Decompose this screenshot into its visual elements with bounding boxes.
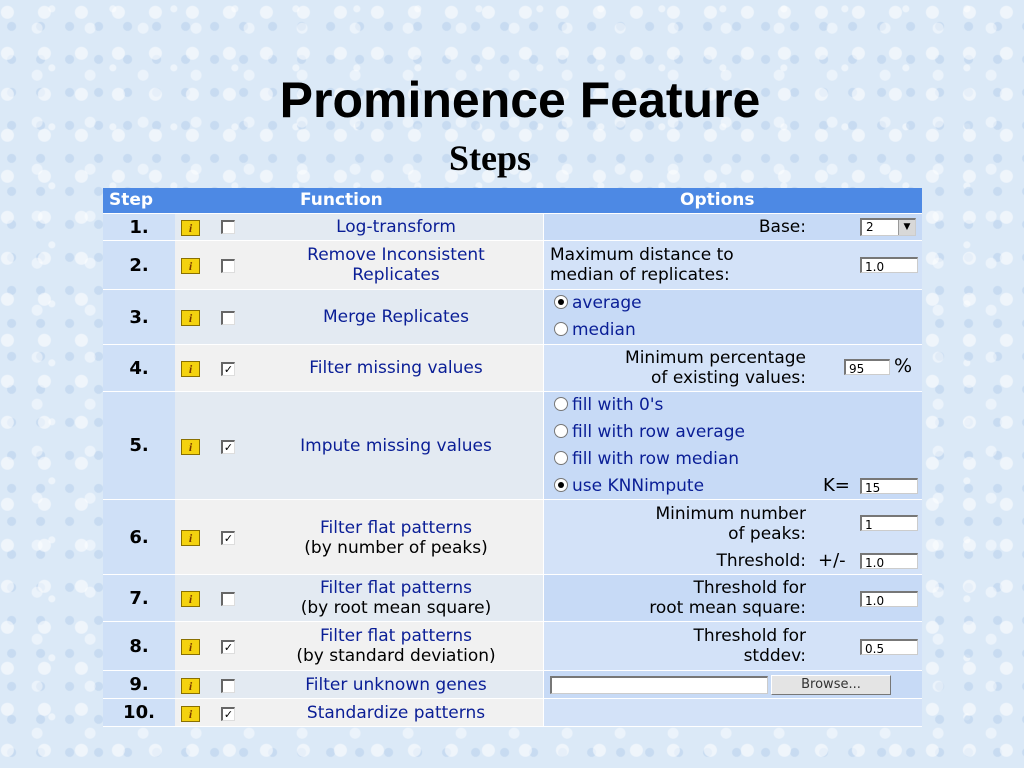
options-cell bbox=[544, 671, 922, 698]
function-name[interactable]: Remove Inconsistent Replicates bbox=[307, 245, 485, 285]
function-cell bbox=[175, 345, 543, 391]
chevron-down-icon[interactable]: ▼ bbox=[898, 220, 915, 235]
radio-selected-icon[interactable] bbox=[554, 295, 568, 309]
table-row bbox=[103, 500, 922, 574]
function-name[interactable]: Merge Replicates bbox=[323, 307, 469, 327]
table-row bbox=[103, 622, 922, 670]
radio-icon[interactable] bbox=[554, 424, 568, 438]
table-row bbox=[103, 241, 922, 289]
browse-button[interactable]: Browse... bbox=[771, 675, 891, 695]
options-cell bbox=[544, 575, 922, 621]
function-name[interactable]: Filter missing values bbox=[309, 358, 483, 378]
step-number: 7. bbox=[103, 575, 175, 621]
step-checkbox[interactable] bbox=[221, 592, 235, 606]
step-checkbox[interactable]: ✓ bbox=[221, 362, 235, 376]
step-number: 10. bbox=[103, 699, 175, 726]
step-number: 6. bbox=[103, 500, 175, 574]
table-row bbox=[103, 345, 922, 391]
function-cell bbox=[175, 575, 543, 621]
table-header bbox=[103, 188, 922, 213]
options-cell bbox=[544, 699, 922, 726]
threshold-input[interactable]: 1.0 bbox=[860, 553, 918, 569]
radio-fill-zeros[interactable]: fill with 0's bbox=[554, 395, 663, 415]
info-icon[interactable]: i bbox=[181, 310, 200, 326]
info-icon[interactable]: i bbox=[181, 361, 200, 377]
table-row bbox=[103, 214, 922, 240]
option-label: Threshold for root mean square: bbox=[649, 578, 806, 618]
option-label: Threshold for stddev: bbox=[693, 626, 806, 666]
function-cell bbox=[175, 241, 543, 289]
options-cell bbox=[544, 214, 922, 240]
info-icon[interactable]: i bbox=[181, 639, 200, 655]
k-input[interactable]: 15 bbox=[860, 478, 918, 494]
step-number: 2. bbox=[103, 241, 175, 289]
base-select[interactable]: 2 ▼ bbox=[860, 218, 916, 236]
options-cell bbox=[544, 241, 922, 289]
table-row bbox=[103, 699, 922, 726]
info-icon[interactable]: i bbox=[181, 439, 200, 455]
info-icon[interactable]: i bbox=[181, 678, 200, 694]
function-name[interactable]: Filter flat patterns (by standard deviation) bbox=[296, 626, 496, 666]
base-label: Base: bbox=[758, 217, 806, 237]
info-icon[interactable]: i bbox=[181, 706, 200, 722]
function-cell bbox=[175, 392, 543, 499]
function-name[interactable]: Log-transform bbox=[336, 217, 456, 237]
radio-icon[interactable] bbox=[554, 322, 568, 336]
steps-table bbox=[103, 188, 922, 727]
step-checkbox[interactable]: ✓ bbox=[221, 440, 235, 454]
step-checkbox[interactable] bbox=[221, 311, 235, 325]
k-label: K= bbox=[823, 475, 850, 496]
radio-icon[interactable] bbox=[554, 451, 568, 465]
option-label: Minimum percentage of existing values: bbox=[625, 348, 806, 388]
options-cell bbox=[544, 345, 922, 391]
function-name[interactable]: Standardize patterns bbox=[306, 703, 486, 723]
page-subtitle: Steps bbox=[448, 138, 532, 178]
function-cell bbox=[175, 671, 543, 698]
info-icon[interactable]: i bbox=[181, 530, 200, 546]
peaks-input[interactable]: 1 bbox=[860, 515, 918, 531]
table-row bbox=[103, 575, 922, 621]
info-icon[interactable]: i bbox=[181, 258, 200, 274]
step-checkbox[interactable] bbox=[221, 259, 235, 273]
percentage-input[interactable]: 95 bbox=[844, 359, 890, 375]
radio-row-average[interactable]: fill with row average bbox=[554, 422, 745, 442]
function-name[interactable]: Filter unknown genes bbox=[305, 675, 487, 695]
step-number: 3. bbox=[103, 290, 175, 344]
options-cell bbox=[544, 392, 922, 499]
file-path-input[interactable] bbox=[550, 676, 768, 694]
radio-median[interactable]: median bbox=[554, 320, 636, 340]
option-label: Minimum number of peaks: bbox=[655, 504, 806, 544]
percent-unit: % bbox=[894, 355, 913, 377]
radio-icon[interactable] bbox=[554, 397, 568, 411]
function-cell bbox=[175, 214, 543, 240]
step-checkbox[interactable] bbox=[221, 220, 235, 234]
header-options: Options bbox=[680, 190, 755, 210]
rms-threshold-input[interactable]: 1.0 bbox=[860, 591, 918, 607]
function-name[interactable]: Filter flat patterns (by root mean square) bbox=[300, 578, 492, 618]
info-icon[interactable]: i bbox=[181, 220, 200, 236]
step-number: 8. bbox=[103, 622, 175, 670]
info-icon[interactable]: i bbox=[181, 591, 200, 607]
header-function: Function bbox=[300, 190, 383, 210]
table-row bbox=[103, 671, 922, 698]
function-cell bbox=[175, 622, 543, 670]
step-number: 9. bbox=[103, 671, 175, 698]
radio-knnimpute[interactable]: use KNNimpute bbox=[554, 476, 704, 496]
page-title: Prominence Feature bbox=[279, 72, 761, 128]
step-checkbox[interactable]: ✓ bbox=[221, 640, 235, 654]
plus-minus-label: +/- bbox=[818, 550, 846, 571]
step-checkbox[interactable]: ✓ bbox=[221, 531, 235, 545]
options-cell bbox=[544, 500, 922, 574]
distance-input[interactable]: 1.0 bbox=[860, 257, 918, 273]
radio-average[interactable]: average bbox=[554, 293, 642, 313]
step-number: 1. bbox=[103, 214, 175, 240]
step-checkbox[interactable] bbox=[221, 679, 235, 693]
function-name[interactable]: Filter flat patterns (by number of peaks) bbox=[304, 518, 488, 558]
header-step: Step bbox=[109, 190, 154, 210]
table-row bbox=[103, 392, 922, 499]
radio-selected-icon[interactable] bbox=[554, 478, 568, 492]
radio-row-median[interactable]: fill with row median bbox=[554, 449, 739, 469]
options-cell bbox=[544, 290, 922, 344]
threshold-label: Threshold: bbox=[716, 551, 806, 571]
stddev-threshold-input[interactable]: 0.5 bbox=[860, 639, 918, 655]
function-cell bbox=[175, 290, 543, 344]
function-cell bbox=[175, 500, 543, 574]
options-cell bbox=[544, 622, 922, 670]
step-checkbox[interactable]: ✓ bbox=[221, 707, 235, 721]
function-cell bbox=[175, 699, 543, 726]
step-number: 4. bbox=[103, 345, 175, 391]
table-row bbox=[103, 290, 922, 344]
option-label: Maximum distance to median of replicates: bbox=[550, 245, 734, 285]
function-name[interactable]: Impute missing values bbox=[300, 436, 492, 456]
step-number: 5. bbox=[103, 392, 175, 499]
